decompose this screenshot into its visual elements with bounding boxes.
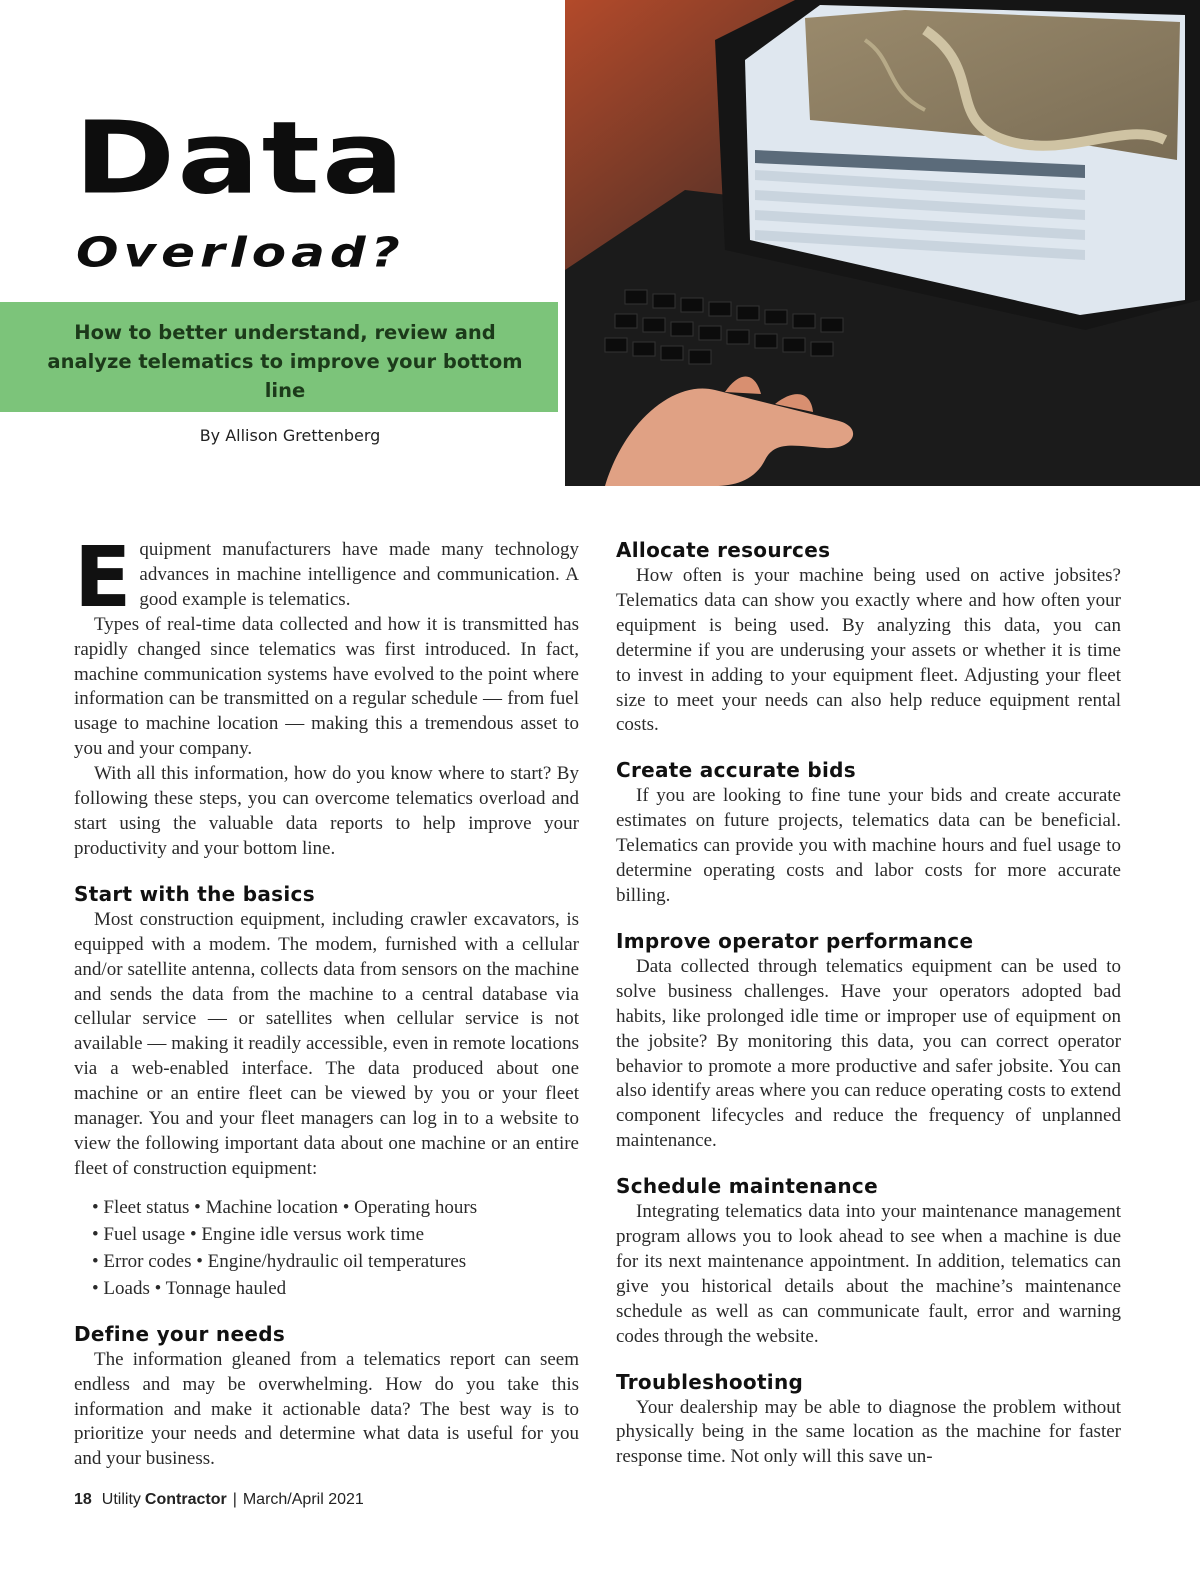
footer-separator: | xyxy=(232,1491,237,1508)
list-item: • Fuel usage • Engine idle versus work time xyxy=(92,1223,425,1245)
section-heading-bids: Create accurate bids xyxy=(616,758,856,783)
section-heading-troubleshooting: Troubleshooting xyxy=(616,1369,804,1394)
article-column-right xyxy=(616,538,1121,1470)
article-title: Data xyxy=(74,99,407,217)
section-heading-operator: Improve operator performance xyxy=(616,928,974,953)
section-heading-basics: Start with the basics xyxy=(74,881,315,906)
intro-paragraph: Equipment manufacturers have made many technology advances in machine intelligence and communication. A good example is telematics. xyxy=(74,528,579,626)
page-footer xyxy=(74,1491,364,1509)
article-subtitle: Overload? xyxy=(76,228,405,277)
paragraph: Types of real-time data collected and how it is transmitted has rapidly changed since telematics was first introduced. In fact, machine communication systems have evolved to the point where information can be transmitted on a regular schedule — from fuel usage to machine location — making this a tremendous asset to you and your company. xyxy=(74,613,579,760)
paragraph: Your dealership may be able to diagnose the problem without physically being in the same location as the machine for faster response time. Not only will this save un- xyxy=(616,1396,1121,1468)
magazine-name: Utility xyxy=(101,1491,141,1508)
byline: By Allison Grettenberg xyxy=(199,426,381,445)
paragraph: Data collected through telematics equipment can be used to solve business challenges. Have your operators adopted bad habits, like prolonged idle time or improper use of equipment on the jobsite? By monitoring this data, you can correct operator behavior to promote a more productive and safer jobsite. You can also identify areas where you can reduce operating costs to extend component lifecycles and reduce the frequency of unplanned maintenance. xyxy=(616,955,1121,1152)
list-item: • Loads • Tonnage hauled xyxy=(92,1277,287,1299)
list-item: • Fleet status • Machine location • Operating hours xyxy=(92,1196,478,1218)
section-heading-allocate: Allocate resources xyxy=(616,538,831,562)
magazine-name-bold: Contractor xyxy=(144,1491,227,1508)
drop-cap: E xyxy=(74,528,132,626)
article-column-left xyxy=(74,528,579,1472)
page-number: 18 xyxy=(74,1491,92,1508)
paragraph: The information gleaned from a telematics report can seem endless and may be overwhelming. How do you take this information and make it actionable data? The best way is to prioritize your needs and determine what data is useful for you and your business. xyxy=(74,1348,579,1470)
paragraph: With all this information, how do you know where to start? By following these steps, you can overcome telematics overload and start using the valuable data reports to help improve your productivity and your bottom line. xyxy=(74,763,579,859)
paragraph: How often is your machine being used on active jobsites? Telematics data can show you exactly where and how often your equipment is being used. By analyzing this data, you can determine if you are underusing your assets or whether it is time to invest in adding to your equipment fleet. Adjusting your fleet size to meet your needs can also help reduce equipment rental costs. xyxy=(616,565,1121,736)
paragraph: Integrating telematics data into your maintenance management program allows you to look ahead to see when a machine is due for its next maintenance appointment. In addition, telematics can give you historical details about the machine’s maintenance schedule as well as can communicate fault, error and warning codes through the website. xyxy=(616,1201,1121,1347)
paragraph: If you are looking to fine tune your bids and create accurate estimates on future projects, telematics data can be beneficial. Telematics can provide you with machine hours and fuel usage to determine operating costs and labor costs for more accurate billing. xyxy=(616,785,1121,906)
list-item: • Error codes • Engine/hydraulic oil temperatures xyxy=(92,1250,467,1272)
section-heading-needs: Define your needs xyxy=(74,1321,286,1346)
data-bullet-list xyxy=(92,1194,579,1302)
laptop-telematics-photo xyxy=(565,0,1200,486)
section-heading-maintenance: Schedule maintenance xyxy=(616,1174,878,1199)
article-deck: How to better understand, review and analyze telematics to improve your bottom line xyxy=(47,321,523,402)
issue-date: March/April 2021 xyxy=(242,1491,364,1508)
paragraph: Most construction equipment, including crawler excavators, is equipped with a modem. The modem, furnished with a cellular and/or satellite antenna, collects data from sensors on the machine and sends the data from the machine to a central database via cellular service — or satellites when cellular service is not available — making it readily accessible, even in remote locations via a web-enabled interface. The data produced about one machine or an entire fleet can be viewed by you or your fleet manager. You and your fleet managers can log in to a website to view the following important data about one machine or an entire fleet of construction equipment: xyxy=(74,908,579,1179)
